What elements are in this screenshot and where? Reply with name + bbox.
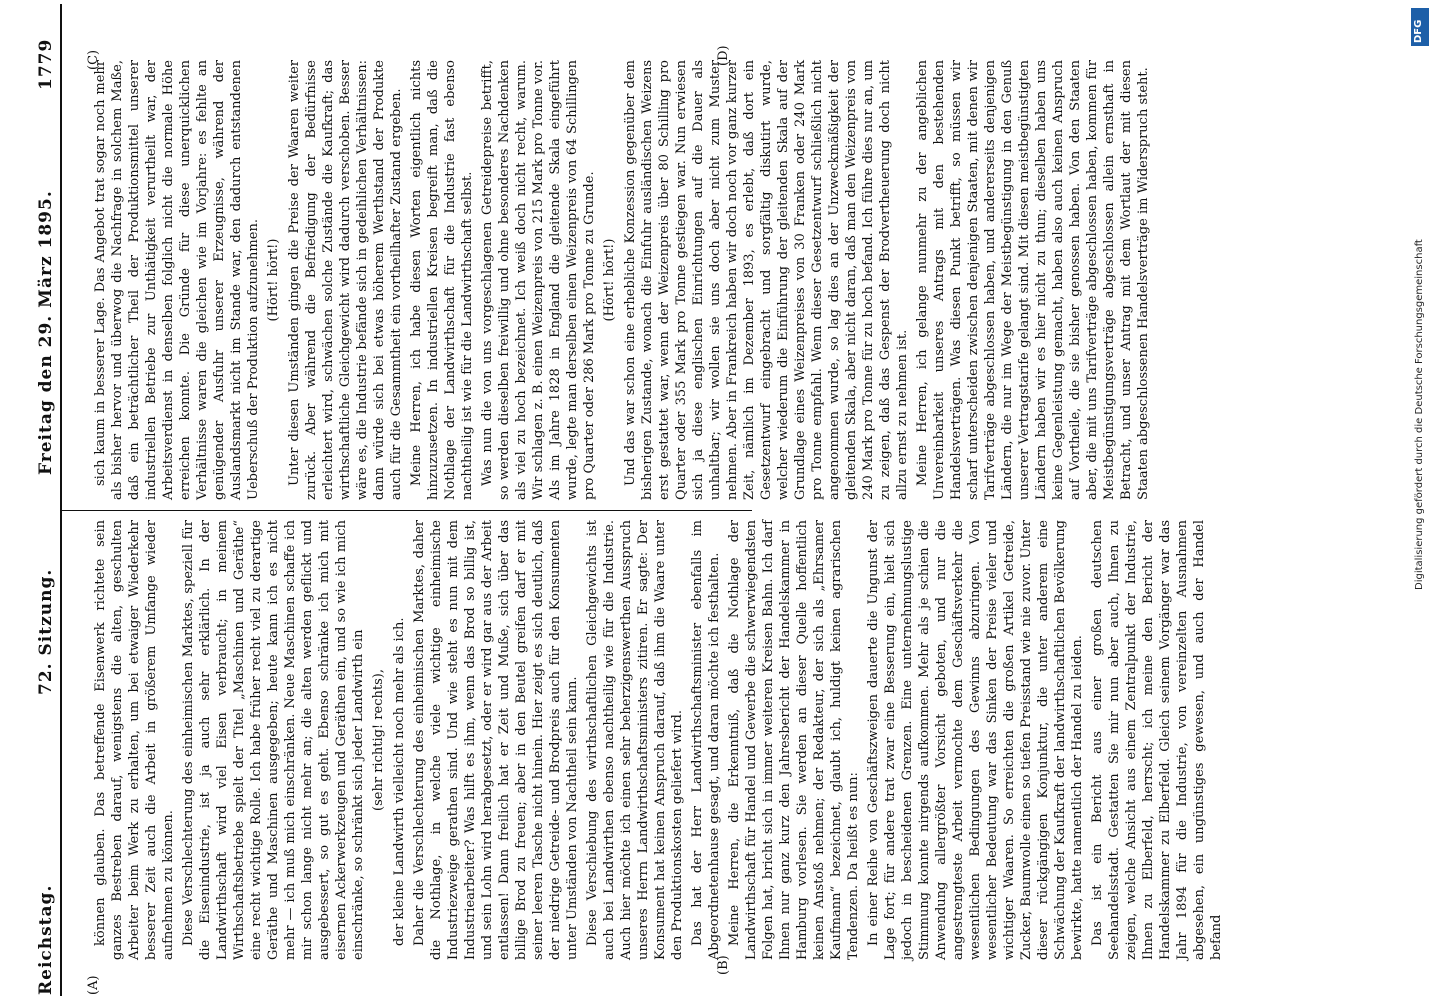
- paragraph: Das hat der Herr Landwirthschaftsminister ebenfalls im Abgeordnetenhause gesagt, und daran möchte ich festhalten.: [690, 520, 722, 960]
- text-column-right: [92, 60, 1402, 500]
- dfg-logo-text: DFG: [1413, 19, 1424, 43]
- margin-marker-a: (A): [86, 975, 101, 995]
- header-center: 72. Sitzung.: [36, 568, 56, 695]
- paragraph: Meine Herren, ich gelange nunmehr zu der angeblichen Unvereinbarkeit unseres Antrags mit den bestehenden Handelsverträgen. Was diesen Punkt betrifft, so müssen wir scharf unterscheiden zwischen denjenigen Staaten, mit denen wir Tarifverträge abgeschlossen haben, und andererseits denjenigen Ländern, die nur im Wege der Meistbegünstigung in den Genuß unserer Vertragstarife gelangt sind. Mit diesen meistbegünstigten Ländern haben wir es hier nicht zu thun; dieselben haben uns keine Gegenleistung gemacht, haben also auch keinen Anspruch auf Vortheile, die sie bisher genossen haben. Von den Staaten aber, die mit uns Tarifverträge abgeschlossen haben, kommen für Meistbegünstigungsverträge abgeschlossen allein ernsthaft in Betracht, und unser Antrag mit dem Wortlaut der mit diesen Staaten abgeschlossenen Handelsverträge im Widerspruch steht.: [915, 60, 1151, 500]
- paragraph: In einer Reihe von Geschäftszweigen dauerte die Ungunst der Lage fort; für andere trat zwar eine Besserung ein, hielt sich jedoch in bescheidenen Grenzen. Eine unternehmungslustige Stimmung konnte nirgends aufkommen. Mehr als je schien die Anwendung allergrößter Vorsicht geboten, und nur die angestrengteste Arbeit vermochte dem Geschäftsverkehr die wesentlichen Bedingungen des Gewinns abzuringen. Von wesentlicher Bedeutung war das Sinken der Preise vieler und wichtiger Waaren. So erreichten die großen Artikel Getreide, Zucker, Baumwolle einen so tiefen Preisstand wie nie zuvor. Unter dieser rückgängigen Konjunktur, die unter anderem eine Schwächung der Kaufkraft der landwirthschaftlichen Bevölkerung bewirkte, hatte namentlich der Handel zu leiden.: [866, 520, 1085, 960]
- text-column-left: [92, 520, 1402, 960]
- paragraph: Und das war schon eine erhebliche Konzession gegenüber dem bisherigen Zustande, wonach die Einfuhr ausländischen Weizens erst gestattet war, wenn der Weizenpreis über 80 Schilling pro Quarter oder 355 Mark pro Tonne gestiegen war. Nun erwiesen sich ja diese englischen Einrichtungen auf die Dauer als unhaltbar; wir wollen sie uns doch aber nicht zum Muster nehmen. Aber in Frankreich haben wir doch noch vor ganz kurzer Zeit, nämlich im Dezember 1893, es erlebt, daß dort ein Gesetzentwurf eingebracht und sorgfältig diskutirt wurde, welcher wiederum die Einführung der gleitenden Skala auf der Grundlage eines Weizenpreises von 30 Franken oder 240 Mark pro Tonne empfahl. Wenn dieser Gesetzentwurf schließlich nicht angenommen wurde, so lag dies an der Unzweckmäßigkeit der gleitenden Skala, aber nicht daran, daß man den Weizenpreis von 240 Mark pro Tonne für zu hoch befand. Ich führe dies nur an, um zu zeigen, daß das Gespenst der Brodvertheuerung doch nicht allzu ernst zu nehmen ist.: [623, 60, 910, 500]
- paragraph: Meine Herren, die Erkenntniß, daß die Nothlage der Landwirthschaft für Handel und Gewerbe die schwerwiegendsten Folgen hat, bricht sich in immer weiteren Kreisen Bahn. Ich darf Ihnen nur ganz kurz den Jahresbericht der Handelskammer in Hamburg vorlesen. Sie werden an dieser Quelle hoffentlich keinen Anstoß nehmen; der Redakteur, der sich als „Ehrsamer Kaufmann“ bezeichnet, glaubt ich, huldigt keinen agrarischen Tendenzen. Da heißt es nun:: [727, 520, 861, 960]
- paragraph: Diese Verschlechterung des einheimischen Marktes, speziell für die Eisenindustrie, ist ja auch sehr erklärlich. In der Landwirthschaft wird viel Eisen verbraucht; in meinem Wirthschaftsbetriebe spielt der Titel „Maschinen und Geräthe“ eine recht wichtige Rolle. Ich habe früher recht viel zu derartige Geräthe und Maschinen ausgegeben; heute kann ich es nicht mehr — ich muß mich einschränken. Neue Maschinen schaffe ich mir schon lange nicht mehr an; die alten werden geflickt und ausgebessert, so gut es geht. Ebenso schränke ich mich mit eisernen Ackerwerkzeugen und Geräthen ein, und so wie ich mich einschränke, so schränkt sich jeder Landwirth ein: [181, 520, 366, 960]
- margin-marker-d: (D): [716, 45, 731, 66]
- paragraph: Das ist ein Bericht aus einer großen deutschen Seehandelsstadt. Gestatten Sie mir nun aber auch, Ihnen zu zeigen, welche Ansicht aus einem Zentralpunkt der Industrie, Ihnen zu Elberfeld, herrscht; ich meine den Bericht der Handelskammer zu Elberfeld. Gleich seinem Vorgänger war das Jahr 1894 für die Industrie, von vereinzelten Ausnahmen abgesehen, ein ungünstiges gewesen, und auch der Handel befand: [1090, 520, 1224, 960]
- header-rule: [60, 4, 62, 996]
- paragraph: Daher die Verschlechterung des einheimischen Marktes, daher die Nothlage, in welche viele wichtige einheimische Industriezweige gerathen sind. Und wie steht es nun mit dem Industriearbeiter? Was hilft es ihm, wenn das Brod so billig ist, und sein Lohn wird herabgesetzt, oder er wird gar aus der Arbeit entlassen! Dann freilich hat er Zeit und Muße, sich über das billige Brod zu freuen; aber in den Beutel greifen darf er mit seiner leeren Tasche nicht hinein. Hier zeigt es sich deutlich, daß der niedrige Getreide- und Brodpreis auch für den Konsumenten unter Umständen von Nachtheil sein kann.: [412, 520, 580, 960]
- dfg-logo: [1411, 8, 1429, 46]
- interjection: (Hört! hört!): [266, 238, 281, 322]
- paragraph: sich kaum in besserer Lage. Das Angebot trat sogar noch mehr als bisher hervor und überwog die Nachfrage in solchem Maße, daß ein beträchtlicher Theil der Produktionsmittel unserer industriellen Betriebe zur Unthätigkeit verurtheilt war, der Arbeitsverdienst in denselben folglich nicht die normale Höhe erreichen konnte. Die Gründe für diese unerquicklichen Verhältnisse waren die gleichen wie im Vorjahre: es fehlte an genügender Ausfuhr unserer Erzeugnisse, während der Auslandsmarkt nicht im Stande war, den dadurch entstandenen Ueberschuß der Produktion aufzunehmen.: [93, 60, 261, 500]
- digitization-attribution: Digitalisierung gefördert durch die Deutsche Forschungsgemeinschaft: [1414, 239, 1425, 590]
- margin-marker-b: (B): [716, 955, 731, 975]
- page-number: 1779: [36, 38, 56, 90]
- interjection: (sehr richtig! rechts),: [371, 669, 386, 811]
- margin-marker-c: (C): [86, 49, 101, 70]
- header-right: Freitag den 29. März 1895.: [36, 190, 56, 475]
- paragraph: Diese Verschiebung des wirthschaftlichen Gleichgewichts ist auch bei Landwirthen ebenso nachtheilig wie für die Industrie. Auch hier möchte ich einen sehr beherzigenswerthen Ausspruch unseres Herrn Landwirthschaftsministers zitiren. Er sagte: Der Konsument hat keinen Anspruch darauf, daß ihm die Waare unter den Produktionskosten geliefert wird.: [585, 520, 685, 960]
- interjection: (Hört! hört!): [602, 238, 617, 322]
- paragraph: Was nun die von uns vorgeschlagenen Getreidepreise betrifft, so werden dieselben freiwillig und ohne besonderes Nachdenken als viel zu hoch bezeichnet. Ich weiß doch nicht recht, warum. Wir schlagen z. B. einen Weizenpreis von 215 Mark pro Tonne vor. Als im Jahre 1828 in England die gleitende Skala eingeführt wurde, legte man derselben einen Weizenpreis von 64 Schillingen pro Quarter oder 286 Mark pro Tonne zu Grunde.: [480, 60, 597, 500]
- paragraph: der kleine Landwirth vielleicht noch mehr als ich.: [392, 617, 407, 946]
- paragraph: Meine Herren, ich habe diesen Worten eigentlich nichts hinzuzusetzen. In industriellen Kreisen begreift man, daß die Nothlage der Landwirthschaft für die Industrie fast ebenso nachtheilig ist wie für die Landwirthschaft selbst.: [409, 60, 475, 500]
- header-left: Reichstag.: [36, 884, 56, 995]
- paragraph: Unter diesen Umständen gingen die Preise der Waaren weiter zurück. Aber während die Befriedigung der Bedürfnisse erleichtert wird, schwächen solche Zustände die Kaufkraft; das wirthschaftliche Gleichgewicht wird dadurch verschoben. Besser wäre es, die Industrie befände sich in gedeihlichen Verhältnissen: dann würde sich bei etwas höherem Werthstand der Produkte auch für die Gesammtheit ein vortheilhafter Zustand ergeben.: [287, 60, 404, 500]
- column-divider: [62, 510, 752, 511]
- paragraph: können glauben. Das betreffende Eisenwerk richtete sein ganzes Bestreben darauf, wenigstens die alten, geschulten Arbeiter beim Werk zu erhalten, um bei etwaiger Wiederkehr besserer Zeit auch die Arbeit in größerem Umfange wieder aufnehmen zu können.: [93, 520, 176, 960]
